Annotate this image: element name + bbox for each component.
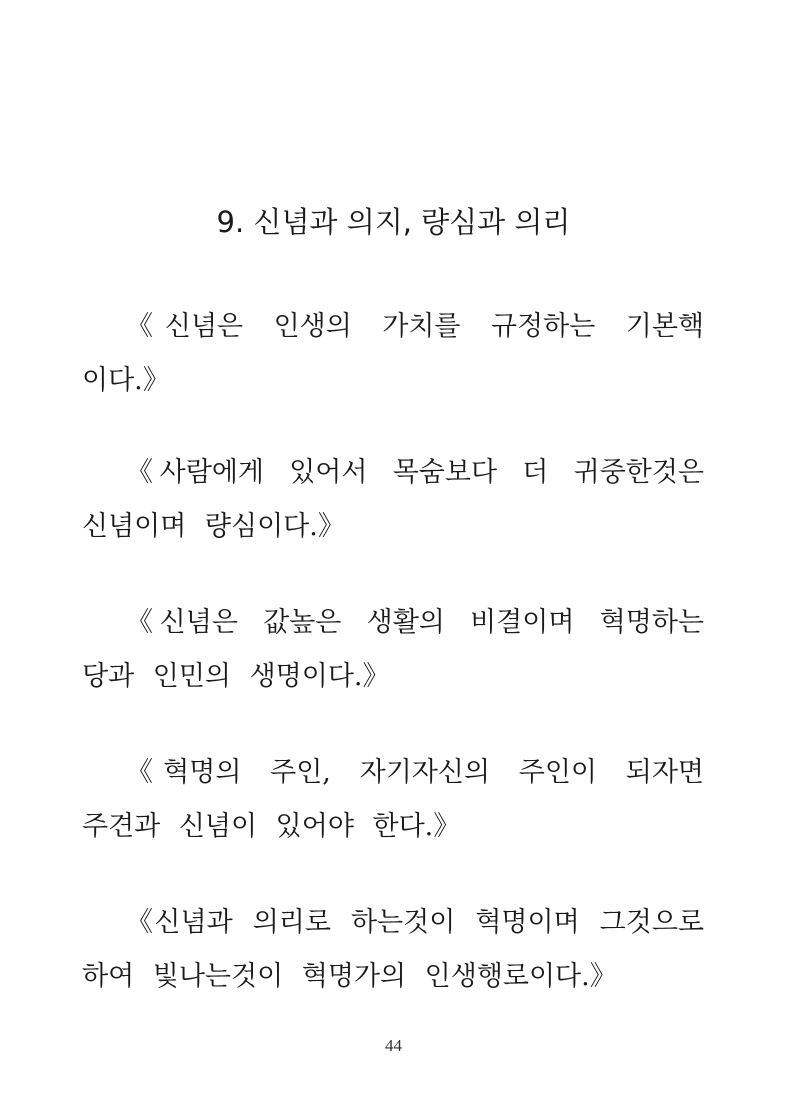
- quote-4-line-1: 《혁명의 주인, 자기자신의 주인이 되자면: [126, 757, 704, 788]
- quote-5-line-2: 하여 빛나는것이 혁명가의 인생행로이다.》: [82, 961, 617, 992]
- quote-4-line-2: 주견과 신념이 있어야 한다.》: [82, 811, 461, 842]
- quote-5-line-1: 《신념과 의리로 하는것이 혁명이며 그것으로: [126, 907, 704, 938]
- quote-3: [82, 596, 704, 704]
- quote-2: [82, 446, 704, 554]
- quote-2-line-1: 《사람에게 있어서 목숨보다 더 귀중한것은: [126, 457, 704, 488]
- quote-1: [82, 300, 704, 408]
- quote-3-line-1: 《신념은 값높은 생활의 비결이며 혁명하는: [126, 607, 704, 638]
- quote-1-line-2: 이다.》: [82, 365, 170, 396]
- quote-1-line-1: 《신념은 인생의 가치를 규정하는 기본핵: [126, 311, 704, 342]
- section-title: 9. 신념과 의지, 량심과 의리: [216, 205, 571, 239]
- quote-2-line-2: 신념이며 량심이다.》: [82, 511, 345, 542]
- quote-4: [82, 746, 704, 854]
- quote-3-line-2: 당과 인민의 생명이다.》: [82, 661, 390, 692]
- quote-5: [82, 896, 704, 1004]
- page-number: 44: [385, 1036, 402, 1055]
